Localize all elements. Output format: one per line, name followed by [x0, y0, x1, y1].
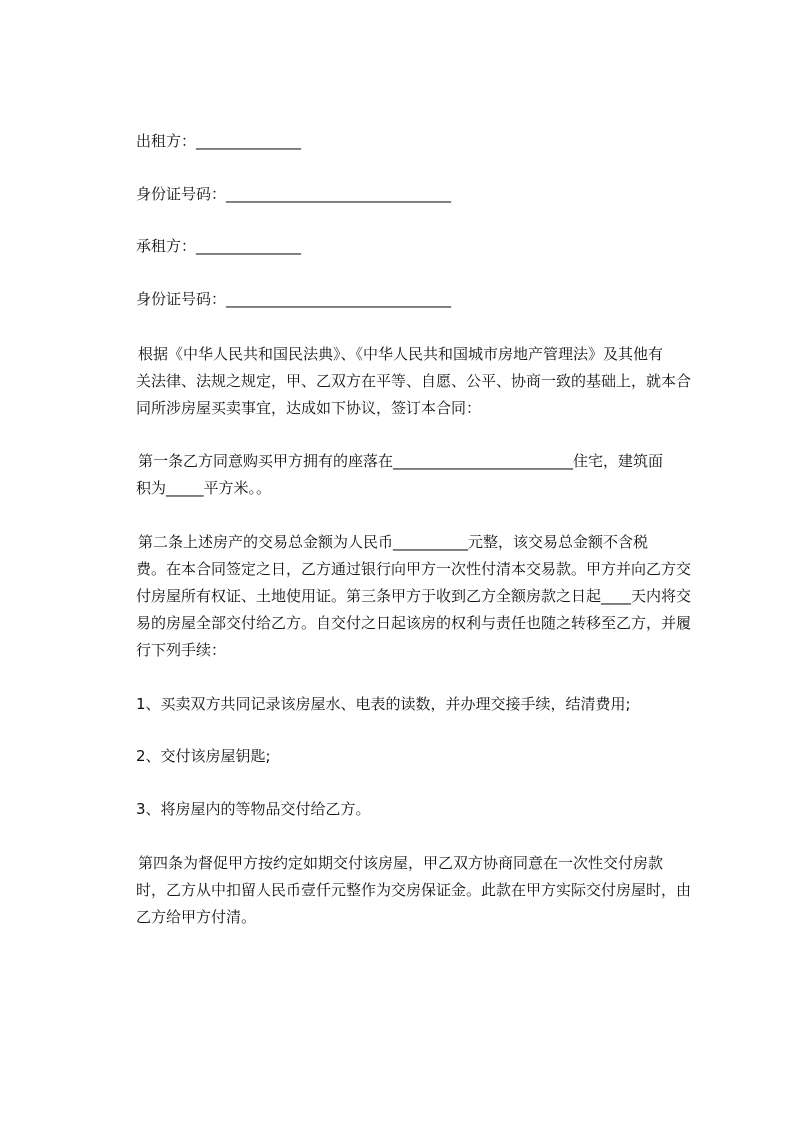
- article1-line-1: 第一条乙方同意购买甲方拥有的座落在________________________住宅，建筑面: [138, 452, 664, 470]
- lessee-blank: ______________: [196, 237, 302, 255]
- lessor-label: 出租方：: [136, 132, 197, 150]
- procedure-item-2: 2、交付该房屋钥匙;: [136, 747, 271, 765]
- preamble-line-3: 同所涉房屋买卖事宜，达成如下协议，签订本合同：: [136, 399, 482, 417]
- procedure-item-1: 1、买卖双方共同记录该房屋水、电表的读数，并办理交接手续，结清费用;: [136, 695, 631, 713]
- article1-line-2: 积为_____平方米。。: [136, 479, 272, 497]
- lessor-id-field: [136, 184, 451, 204]
- lessee-id-blank: ______________________________: [226, 290, 452, 308]
- article2-line-4: 易的房屋全部交付给乙方。自交付之日起该房的权利与责任也随之转移至乙方，并履: [136, 614, 692, 632]
- article4-line-2: 时，乙方从中扣留人民币壹仟元整作为交房保证金。此款在甲方实际交付房屋时，由: [136, 881, 692, 899]
- lessor-id-blank: ______________________________: [226, 185, 452, 203]
- article4-line-1: 第四条为督促甲方按约定如期交付该房屋，甲乙双方协商同意在一次性交付房款: [138, 854, 664, 872]
- lessee-id-field: [136, 289, 451, 309]
- article4-line-3: 乙方给甲方付清。: [136, 908, 257, 926]
- article2-line-1: 第二条上述房产的交易总金额为人民币__________元整，该交易总金额不含税: [138, 533, 649, 551]
- preamble-line-1: 根据《中华人民共和国民法典》、《中华人民共和国城市房地产管理法》及其他有: [138, 345, 664, 363]
- preamble-line-2: 关法律、法规之规定，甲、乙双方在平等、自愿、公平、协商一致的基础上，就本合: [136, 372, 692, 390]
- article2-line-2: 费。在本合同签定之日，乙方通过银行向甲方一次性付清本交易款。甲方并向乙方交: [136, 560, 692, 578]
- lessor-field: [136, 131, 301, 151]
- procedure-item-3: 3、将房屋内的等物品交付给乙方。: [136, 800, 371, 818]
- lessee-label: 承租方：: [136, 237, 197, 255]
- article2-line-3: 付房屋所有权证、土地使用证。第三条甲方于收到乙方全额房款之日起____天内将交: [136, 587, 692, 605]
- lessor-id-label: 身份证号码：: [136, 185, 227, 203]
- lessee-field: [136, 236, 301, 256]
- lessor-blank: ______________: [196, 132, 302, 150]
- lessee-id-label: 身份证号码：: [136, 290, 227, 308]
- article2-line-5: 行下列手续：: [136, 641, 227, 659]
